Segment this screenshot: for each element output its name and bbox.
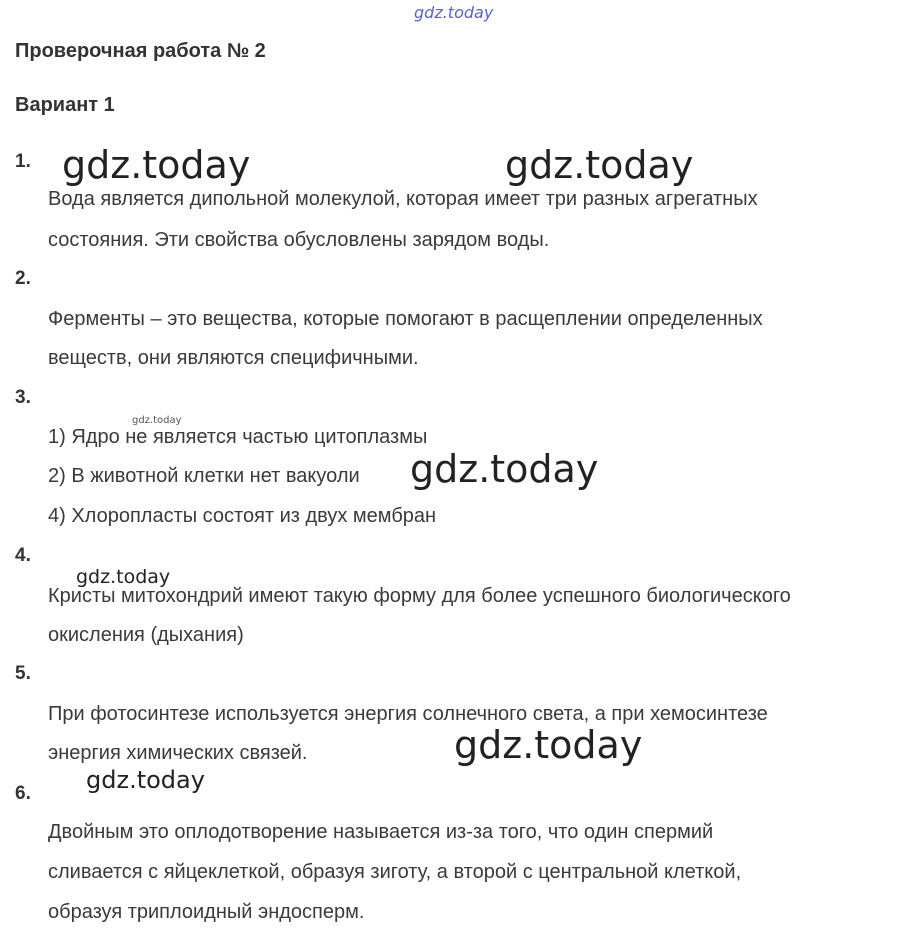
watermark: gdz.today (410, 447, 599, 491)
watermark-top: gdz.today (414, 3, 494, 22)
page-title: Проверочная работа № 2 (15, 40, 266, 62)
answer-1-line-2: состояния. Эти свойства обусловлены зарядом воды. (48, 229, 550, 251)
answer-6-line-1: Двойным это оплодотворение называется из-за того, что один спермий (48, 821, 714, 843)
answer-3-line-1: 1) Ядро не является частью цитоплазмы (48, 426, 428, 448)
answer-6-line-3: образуя триплоидный эндосперм. (48, 901, 365, 923)
answer-4-line-1: Кристы митохондрий имеют такую форму для более успешного биологического (48, 585, 791, 607)
answer-2-line-1: Ферменты – это вещества, которые помогают в расщеплении определенных (48, 308, 763, 330)
answer-1-line-1: Вода является дипольной молекулой, которая имеет три разных агрегатных (48, 188, 758, 210)
answer-6-line-2: сливается с яйцеклеткой, образуя зиготу, а второй с центральной клеткой, (48, 861, 742, 883)
watermark: gdz.today (505, 143, 694, 187)
watermark: gdz.today (86, 766, 205, 794)
answer-4-line-2: окисления (дыхания) (48, 624, 244, 646)
watermark: gdz.today (62, 143, 251, 187)
answer-5-line-1: При фотосинтезе используется энергия солнечного света, а при хемосинтезе (48, 703, 768, 725)
answer-number-2: 2. (15, 268, 31, 289)
watermark: gdz.today (76, 566, 171, 588)
answer-number-1: 1. (15, 151, 31, 172)
watermark: gdz.today (454, 723, 643, 767)
answer-3-line-2: 2) В животной клетки нет вакуоли (48, 465, 360, 487)
answer-number-6: 6. (15, 783, 31, 804)
answer-number-4: 4. (15, 545, 31, 566)
answer-number-5: 5. (15, 663, 31, 684)
answer-3-line-3: 4) Хлоропласты состоят из двух мембран (48, 505, 437, 527)
variant-heading: Вариант 1 (15, 94, 115, 116)
watermark: gdz.today (132, 415, 182, 426)
answer-2-line-2: веществ, они являются специфичными. (48, 347, 419, 369)
answer-5-line-2: энергия химических связей. (48, 742, 308, 764)
answer-number-3: 3. (15, 387, 31, 408)
